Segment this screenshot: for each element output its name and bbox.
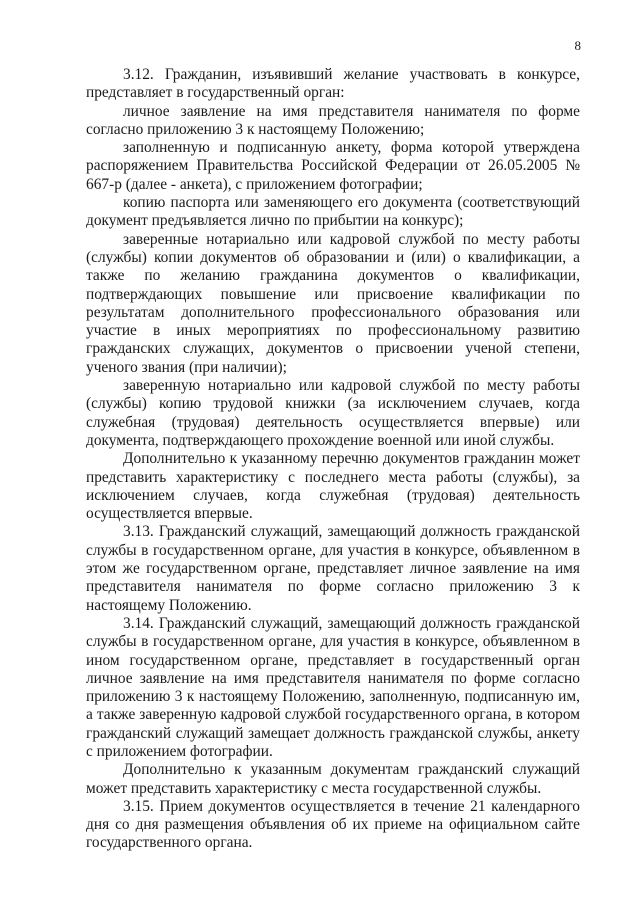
paragraph-3-15: 3.15. Прием документов осуществляется в течение 21 календарного дня со дня размещения объявления об их приеме на официальном сайте государственного органа.: [86, 797, 580, 852]
paragraph-3-13: 3.13. Гражданский служащий, замещающий должность гражданской службы в государственном органе, для участия в конкурсе, объявленном в этом же государственном органе, представляет личное заявление на имя представителя нанимателя по форме согласно приложению 3 к настоящему Положению.: [86, 523, 580, 614]
paragraph-education-documents: заверенные нотариально или кадровой службой по месту работы (службы) копии документов об образовании и (или) о квалификации, а также по желанию гражданина документов о квалификации, подтверждающих повышение или присвоение квалификации по результатам дополнительного профессионального образования или участие в иных мероприятиях по профессиональному развитию гражданских служащих, документов о присвоении ученой степени, ученого звания (при наличии);: [86, 230, 580, 376]
document-body: [86, 66, 580, 853]
paragraph-employment-record: заверенную нотариально или кадровой службой по месту работы (службы) копию трудовой книжки (за исключением случаев, когда служебная (трудовая) деятельность осуществляется впервые) или документа, подтверждающего прохождение военной или иной службы.: [86, 377, 580, 449]
paragraph-3-12-intro: 3.12. Гражданин, изъявивший желание участвовать в конкурсе, представляет в государственный орган:: [86, 66, 580, 102]
paragraph-passport-copy: копию паспорта или заменяющего его документа (соответствующий документ предъявляется лично по прибытии на конкурс);: [86, 194, 580, 230]
page-number: 8: [574, 38, 581, 53]
paragraph-servant-reference: Дополнительно к указанным документам гражданский служащий может представить характеристику с места государственной службы.: [86, 761, 580, 797]
paragraph-questionnaire: заполненную и подписанную анкету, форма которой утверждена распоряжением Правительства Российской Федерации от 26.05.2005 № 667-р (далее - анкета), с приложением фотографии;: [86, 139, 580, 193]
paragraph-3-14: 3.14. Гражданский служащий, замещающий должность гражданской службы в государственном органе, для участия в конкурсе, объявленном в ином государственном органе, представляет в государственный орган личное заявление на имя представителя нанимателя по форме согласно приложению 3 к настоящему Положению, заполненную, подписанную им, а также заверенную кадровой службой государственного органа, в котором гражданский служащий замещает должность гражданской службы, анкету с приложением фотографии.: [86, 614, 580, 760]
paragraph-personal-statement: личное заявление на имя представителя нанимателя по форме согласно приложению 3 к настоящему Положению;: [86, 102, 580, 138]
paragraph-additional-reference: Дополнительно к указанному перечню документов гражданин может представить характеристику с последнего места работы (службы), за исключением случаев, когда служебная (трудовая) деятельность осуществляется впервые.: [86, 450, 580, 523]
